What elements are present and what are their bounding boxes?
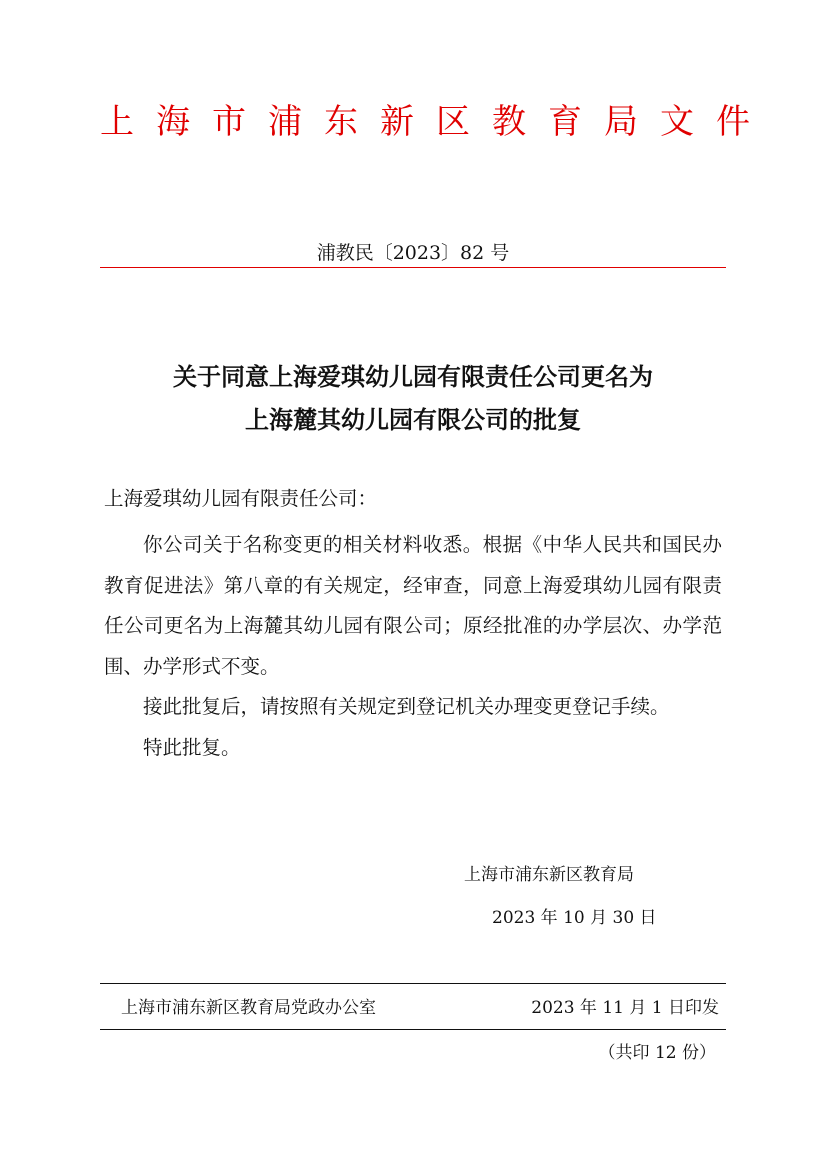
document-title-line-2: 上海麓其幼儿园有限公司的批复: [245, 406, 581, 434]
signature-organization: 上海市浦东新区教育局: [464, 865, 634, 885]
document-body: [104, 525, 722, 768]
document-title-line-1: 关于同意上海爱琪幼儿园有限责任公司更名为: [173, 363, 653, 391]
body-paragraph: 你公司关于名称变更的相关材料收悉。根据《中华人民共和国民办教育促进法》第八章的有关规定，经审查，同意上海爱琪幼儿园有限责任公司更名为上海麓其幼儿园有限公司；原经批准的办学层次、办学范围、办学形式不变。: [104, 533, 722, 678]
body-paragraph: 特此批复。: [143, 735, 241, 759]
document-issuer-title: 上海市浦东新区教育局文件: [100, 102, 772, 142]
document-number: 浦教民〔2023〕82 号: [316, 242, 510, 264]
header-red-divider: [100, 267, 726, 268]
footer-top-rule: [100, 983, 726, 984]
copies-count: （共印 12 份）: [598, 1043, 716, 1063]
footer-print-date: 2023 年 11 月 1 日印发: [531, 998, 719, 1018]
salutation: 上海爱琪幼儿园有限责任公司：: [104, 487, 378, 510]
footer-issuing-office: 上海市浦东新区教育局党政办公室: [121, 998, 376, 1018]
body-paragraph: 接此批复后，请按照有关规定到登记机关办理变更登记手续。: [143, 695, 670, 718]
signature-date: 2023 年 10 月 30 日: [492, 908, 657, 928]
footer-bottom-rule: [100, 1029, 726, 1030]
